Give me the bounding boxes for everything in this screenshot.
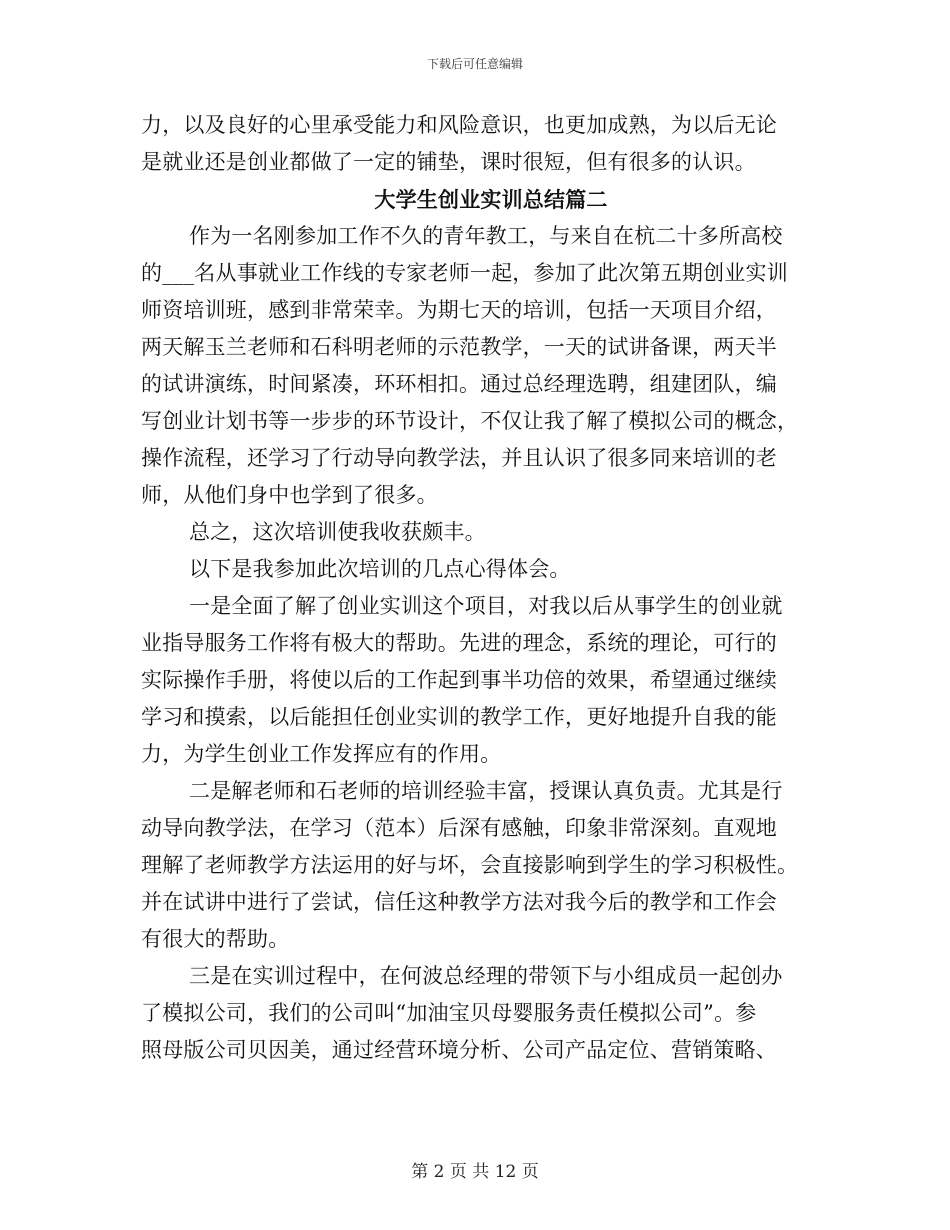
text-line: 学习和摸索，以后能担任创业实训的教学工作，更好地提升自我的能 <box>141 705 777 729</box>
text-line: 师，从他们身中也学到了很多。 <box>141 483 438 507</box>
text-line: 了模拟公司，我们的公司叫“加油宝贝母婴服务责任模拟公司”。参 <box>141 1001 757 1025</box>
text-line: 并在试讲中进行了尝试，信任这种教学方法对我今后的教学和工作会 <box>141 890 777 914</box>
text-line: 师资培训班，感到非常荣幸。为期七天的培训，包括一天项目介绍， <box>141 298 777 322</box>
document-body <box>141 107 811 1069</box>
section-title: 大学生创业实训总结篇二 <box>374 187 608 212</box>
text-line: 是就业还是创业都做了一定的铺垫，课时很短，但有很多的认识。 <box>141 150 756 174</box>
text-line: 操作流程，还学习了行动导向教学法，并且认识了很多同来培训的老 <box>141 446 777 470</box>
text-line: 有很大的帮助。 <box>141 927 290 951</box>
paragraph-first-line: 以下是我参加此次培训的几点心得体会。 <box>189 557 571 581</box>
paragraph-first-line: 一是全面了解了创业实训这个项目，对我以后从事学生的创业就 <box>189 594 783 618</box>
paragraph-first-line: 二是解老师和石老师的培训经验丰富，授课认真负责。尤其是行 <box>189 779 783 803</box>
text-line: 两天解玉兰老师和石科明老师的示范教学，一天的试讲备课，两天半 <box>141 335 777 359</box>
text-line: 力，以及良好的心里承受能力和风险意识，也更加成熟，为以后无论 <box>141 113 777 137</box>
text-line: 理解了老师教学方法运用的好与坏，会直接影响到学生的学习积极性。 <box>141 853 799 877</box>
text-line: 的试讲演练，时间紧凑，环环相扣。通过总经理选聘，组建团队，编 <box>141 372 777 396</box>
page-footer: 第 2 页 共 12 页 <box>411 1162 539 1182</box>
paragraph-first-line: 总之，这次培训使我收获颇丰。 <box>189 520 486 544</box>
text-line: 动导向教学法，在学习（范本）后深有感触，印象非常深刻。直观地 <box>141 816 777 840</box>
text-line: 实际操作手册，将使以后的工作起到事半功倍的效果，希望通过继续 <box>141 668 777 692</box>
text-line: 写创业计划书等一步步的环节设计，不仅让我了解了模拟公司的概念， <box>141 409 799 433</box>
page-header: 下载后可任意编辑 <box>426 57 523 71</box>
paragraph-first-line: 作为一名刚参加工作不久的青年教工，与来自在杭二十多所高校 <box>189 224 783 248</box>
text-line: 的___名从事就业工作线的专家老师一起，参加了此次第五期创业实训 <box>141 261 788 285</box>
paragraph-first-line: 三是在实训过程中，在何波总经理的带领下与小组成员一起创办 <box>189 964 783 988</box>
text-line: 照母版公司贝因美，通过经营环境分析、公司产品定位、营销策略、 <box>141 1038 777 1062</box>
text-line: 业指导服务工作将有极大的帮助。先进的理念，系统的理论，可行的 <box>141 631 777 655</box>
text-line: 力，为学生创业工作发挥应有的作用。 <box>141 742 502 766</box>
